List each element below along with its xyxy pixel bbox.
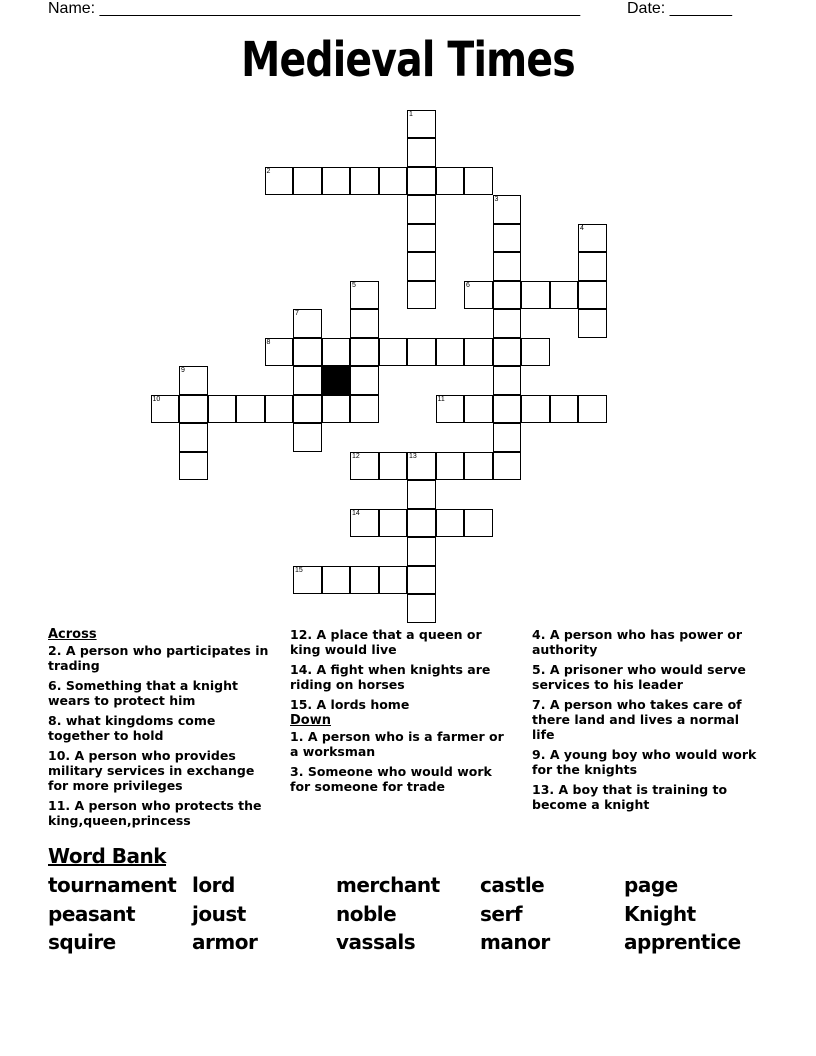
crossword-cell[interactable] — [265, 395, 294, 424]
crossword-cell[interactable] — [578, 395, 607, 424]
crossword-cell[interactable] — [407, 480, 436, 509]
clue-text: A person who protects the king,queen,princess — [48, 798, 262, 828]
cell-number: 8 — [266, 338, 271, 346]
clue-across-15 — [290, 697, 515, 712]
crossword-cell[interactable] — [350, 281, 379, 310]
crossword-cell[interactable] — [350, 509, 379, 538]
cell-number: 3 — [494, 196, 499, 203]
cell-number: 10 — [152, 395, 161, 403]
crossword-cell[interactable] — [179, 395, 208, 424]
crossword-cell[interactable] — [407, 537, 436, 566]
clue-text: A person who takes care of there land and lives a normal life — [532, 697, 742, 742]
clues-column-3 — [532, 627, 757, 817]
crossword-cell[interactable] — [350, 566, 379, 595]
clue-down-3 — [290, 764, 515, 794]
crossword-cell[interactable] — [236, 395, 265, 424]
crossword-cell[interactable] — [493, 423, 522, 452]
crossword-cell[interactable] — [350, 167, 379, 196]
crossword-cell[interactable] — [208, 395, 237, 424]
crossword-cell[interactable] — [407, 566, 436, 595]
clue-number: 4. — [532, 627, 546, 642]
clue-down-1 — [290, 729, 515, 759]
crossword-cell[interactable] — [322, 167, 351, 196]
crossword-cell[interactable] — [350, 338, 379, 367]
crossword-cell[interactable] — [521, 395, 550, 424]
crossword-cell[interactable] — [493, 224, 522, 253]
clue-down-9 — [532, 747, 757, 777]
crossword-cell[interactable] — [407, 195, 436, 224]
crossword-cell[interactable] — [521, 281, 550, 310]
down-heading: Down — [290, 713, 331, 728]
word-bank-word: page — [624, 873, 678, 897]
cell-number: 5 — [352, 281, 356, 289]
crossword-cell[interactable] — [293, 423, 322, 452]
crossword-cell[interactable] — [493, 395, 522, 424]
clue-across-12 — [290, 627, 515, 657]
clue-number: 10. — [48, 748, 71, 763]
crossword-cell[interactable] — [265, 167, 294, 196]
clue-number: 13. — [532, 782, 555, 797]
crossword-cell[interactable] — [407, 509, 436, 538]
crossword-cell[interactable] — [293, 366, 322, 395]
crossword-cell[interactable] — [578, 309, 607, 338]
clue-number: 2. — [48, 643, 62, 658]
crossword-cell[interactable] — [493, 252, 522, 281]
clue-text: A fight when knights are riding on horses — [290, 662, 491, 692]
clue-number: 15. — [290, 697, 313, 712]
crossword-cell[interactable] — [550, 395, 579, 424]
cell-number: 7 — [295, 310, 299, 317]
clue-number: 11. — [48, 798, 71, 813]
crossword-cell[interactable] — [436, 338, 465, 367]
clue-down-5 — [532, 662, 757, 692]
crossword-cell[interactable] — [493, 366, 522, 395]
across-heading: Across — [48, 627, 97, 642]
crossword-cell[interactable] — [179, 366, 208, 395]
crossword-cell[interactable] — [379, 338, 408, 367]
black-square — [322, 366, 351, 395]
crossword-cell[interactable] — [350, 452, 379, 481]
word-bank-word: vassals — [336, 930, 416, 954]
crossword-cell[interactable] — [379, 509, 408, 538]
crossword-cell[interactable] — [407, 452, 436, 481]
name-field-label[interactable]: Name: ______________________________________________________ — [48, 0, 581, 17]
crossword-cell[interactable] — [151, 395, 180, 424]
crossword-cell[interactable] — [407, 281, 436, 310]
crossword-cell[interactable] — [493, 195, 522, 224]
clue-text: A person who participates in trading — [48, 643, 269, 673]
crossword-cell[interactable] — [550, 281, 579, 310]
cell-number: 13 — [409, 452, 417, 460]
word-bank-word: castle — [480, 873, 545, 897]
crossword-cell[interactable] — [464, 395, 493, 424]
clue-text: A boy that is training to become a knight — [532, 782, 728, 812]
crossword-cell[interactable] — [436, 452, 465, 481]
crossword-cell[interactable] — [578, 224, 607, 253]
crossword-cell[interactable] — [578, 252, 607, 281]
clue-across-14 — [290, 662, 515, 692]
word-bank-word: manor — [480, 930, 550, 954]
clue-number: 3. — [290, 764, 304, 779]
word-bank-word: serf — [480, 902, 523, 926]
crossword-cell[interactable] — [407, 110, 436, 139]
crossword-cell[interactable] — [493, 452, 522, 481]
cell-number: 9 — [181, 367, 185, 374]
crossword-cell[interactable] — [322, 395, 351, 424]
clue-text: Someone who would work for someone for trade — [290, 764, 492, 794]
cell-number: 6 — [466, 281, 470, 289]
crossword-cell[interactable] — [578, 281, 607, 310]
crossword-cell[interactable] — [464, 509, 493, 538]
crossword-cell[interactable] — [464, 167, 493, 196]
crossword-cell[interactable] — [436, 167, 465, 196]
clue-down-4 — [532, 627, 757, 657]
clues-column-1 — [48, 627, 273, 833]
clue-across-2 — [48, 643, 273, 673]
crossword-cell[interactable] — [293, 395, 322, 424]
word-bank-word: armor — [192, 930, 258, 954]
crossword-cell[interactable] — [179, 452, 208, 481]
cell-number: 14 — [352, 509, 360, 517]
date-field-label[interactable]: Date: _______ — [627, 0, 732, 17]
crossword-cell[interactable] — [179, 423, 208, 452]
clue-text: A person who has power or authority — [532, 627, 743, 657]
cell-number: 2 — [266, 167, 271, 175]
clue-text: A young boy who would work for the knights — [532, 747, 757, 777]
crossword-cell[interactable] — [493, 338, 522, 367]
crossword-cell[interactable] — [379, 566, 408, 595]
clue-number: 7. — [532, 697, 546, 712]
clue-down-7 — [532, 697, 757, 742]
crossword-cell[interactable] — [407, 167, 436, 196]
crossword-cell[interactable] — [350, 366, 379, 395]
cell-number: 4 — [580, 224, 584, 232]
crossword-cell[interactable] — [407, 338, 436, 367]
crossword-cell[interactable] — [407, 252, 436, 281]
cell-number: 15 — [295, 566, 303, 574]
word-bank-word: apprentice — [624, 930, 741, 954]
crossword-cell[interactable] — [379, 167, 408, 196]
cell-number: 12 — [352, 452, 360, 460]
crossword-cell[interactable] — [407, 224, 436, 253]
crossword-cell[interactable] — [293, 167, 322, 196]
clue-number: 12. — [290, 627, 313, 642]
word-bank-title: Word Bank — [48, 844, 167, 868]
word-bank-word: merchant — [336, 873, 440, 897]
clue-text: what kingdoms come together to hold — [48, 713, 216, 743]
crossword-cell[interactable] — [379, 452, 408, 481]
word-bank-word: peasant — [48, 902, 136, 926]
clue-number: 6. — [48, 678, 62, 693]
crossword-cell[interactable] — [464, 452, 493, 481]
clue-text: A prisoner who would serve services to his leader — [532, 662, 746, 692]
cell-number: 11 — [437, 395, 445, 403]
clue-number: 5. — [532, 662, 546, 677]
clue-text: A place that a queen or king would live — [290, 627, 482, 657]
clue-across-8 — [48, 713, 273, 743]
cell-number: 1 — [409, 110, 413, 118]
crossword-cell[interactable] — [436, 509, 465, 538]
clue-across-10 — [48, 748, 273, 793]
word-bank-word: squire — [48, 930, 116, 954]
clue-down-13 — [532, 782, 757, 812]
clues-column-2 — [290, 627, 515, 799]
crossword-cell[interactable] — [464, 281, 493, 310]
word-bank-word: tournament — [48, 873, 177, 897]
clue-number: 1. — [290, 729, 304, 744]
crossword-cell[interactable] — [350, 309, 379, 338]
clue-text: A person who provides military services in exchange for more privileges — [48, 748, 255, 793]
crossword-cell[interactable] — [322, 566, 351, 595]
crossword-cell[interactable] — [521, 338, 550, 367]
clue-text: Something that a knight wears to protect him — [48, 678, 239, 708]
page-title: Medieval Times — [241, 32, 575, 88]
clue-across-11 — [48, 798, 273, 828]
word-bank-word: lord — [192, 873, 235, 897]
clue-number: 14. — [290, 662, 313, 677]
word-bank-word: Knight — [624, 902, 696, 926]
clue-text: A person who is a farmer or a worksman — [290, 729, 504, 759]
clue-number: 9. — [532, 747, 546, 762]
crossword-cell[interactable] — [265, 338, 294, 367]
crossword-cell[interactable] — [322, 338, 351, 367]
crossword-cell[interactable] — [293, 338, 322, 367]
crossword-cell[interactable] — [493, 309, 522, 338]
clue-text: A lords home — [316, 697, 410, 712]
clue-across-6 — [48, 678, 273, 708]
crossword-cell[interactable] — [350, 395, 379, 424]
crossword-cell[interactable] — [407, 594, 436, 623]
crossword-cell[interactable] — [436, 395, 465, 424]
crossword-cell[interactable] — [293, 309, 322, 338]
crossword-cell[interactable] — [407, 138, 436, 167]
crossword-cell[interactable] — [493, 281, 522, 310]
crossword-cell[interactable] — [293, 566, 322, 595]
word-bank-word: joust — [192, 902, 246, 926]
clue-number: 8. — [48, 713, 62, 728]
crossword-cell[interactable] — [464, 338, 493, 367]
word-bank-word: noble — [336, 902, 397, 926]
